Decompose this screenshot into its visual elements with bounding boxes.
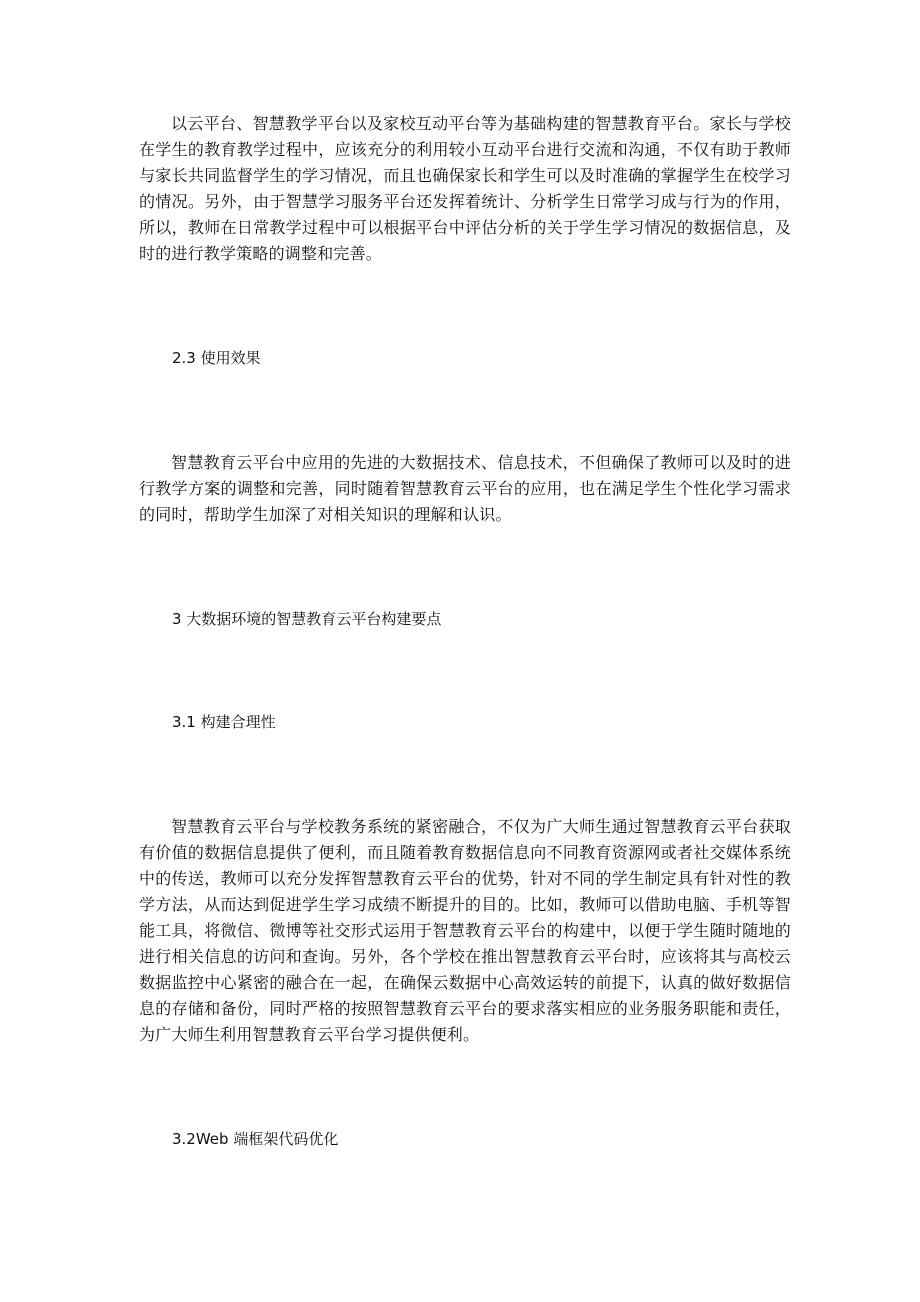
paragraph-usage-effect: 智慧教育云平台中应用的先进的大数据技术、信息技术，不但确保了教师可以及时的进行教学方案的调整和完善，同时随着智慧教育云平台的应用，也在满足学生个性化学习需求的同时，帮助学生加深了对相关知识的理解和认识。 (139, 453, 791, 524)
heading-3-construction-points: 3 大数据环境的智慧教育云平台构建要点 (172, 610, 442, 628)
heading-3-1-rationality: 3.1 构建合理性 (172, 713, 276, 731)
heading-2-3-usage-effect: 2.3 使用效果 (172, 349, 261, 367)
heading-3-2-web-framework: 3.2Web 端框架代码优化 (172, 1130, 339, 1148)
paragraph-rationality: 智慧教育云平台与学校教务系统的紧密融合，不仅为广大师生通过智慧教育云平台获取有价值的数据信息提供了便利，而且随着教育数据信息向不同教育资源网或者社交媒体系统中的传送，教师可以充分发挥智慧教育云平台的优势，针对不同的学生制定具有针对性的教学方法，从而达到促进学生学习成绩不断提升的目的。比如，教师可以借助电脑、手机等智能工具，将微信、微博等社交形式运用于智慧教育云平台的构建中，以便于学生随时随地的进行相关信息的访问和查询。另外，各个学校在推出智慧教育云平台时，应该将其与高校云数据监控中心紧密的融合在一起，在确保云数据中心高效运转的前提下，认真的做好数据信息的存储和备份，同时严格的按照智慧教育云平台的要求落实相应的业务服务职能和责任，为广大师生利用智慧教育云平台学习提供便利。 (139, 817, 791, 1044)
paragraph-smart-education-platform: 以云平台、智慧教学平台以及家校互动平台等为基础构建的智慧教育平台。家长与学校在学生的教育教学过程中，应该充分的利用较小互动平台进行交流和沟通，不仅有助于教师与家长共同监督学生的学习情况，而且也确保家长和学生可以及时准确的掌握学生在校学习的情况。另外，由于智慧学习服务平台还发挥着统计、分析学生日常学习成与行为的作用，所以，教师在日常教学过程中可以根据平台中评估分析的关于学生学习情况的数据信息，及时的进行教学策略的调整和完善。 (139, 114, 791, 263)
